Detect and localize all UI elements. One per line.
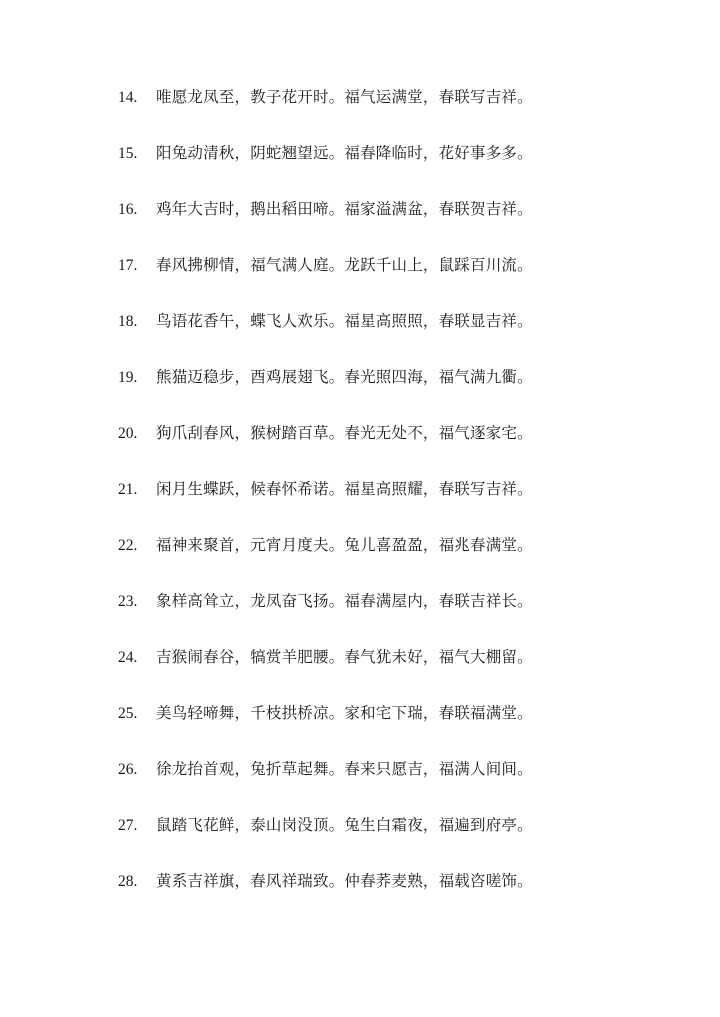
- item-text: 闲月生蝶跃，候春怀希诺。福星高照耀，春联写吉祥。: [156, 480, 533, 498]
- item-text: 熊猫迈稳步，酉鸡展翅飞。春光照四海，福气满九衢。: [156, 368, 533, 386]
- item-text: 唯愿龙凤至，教子花开时。福气运满堂，春联写吉祥。: [156, 88, 533, 106]
- couplet-list: [118, 86, 678, 926]
- list-item: [118, 366, 678, 422]
- item-text: 鸟语花香午，蝶飞人欢乐。福星高照照，春联显吉祥。: [156, 312, 533, 330]
- list-item: [118, 758, 678, 814]
- item-text: 鸡年大吉时，鹅出稻田啼。福家溢满盆，春联贺吉祥。: [156, 200, 533, 218]
- list-item: [118, 422, 678, 478]
- item-text: 狗爪刮春风，猴树踏百草。春光无处不，福气逐家宅。: [156, 424, 533, 442]
- item-number: 19.: [118, 369, 138, 386]
- item-number: 14.: [118, 89, 138, 106]
- item-text: 春风拂柳情，福气满人庭。龙跃千山上，鼠踩百川流。: [156, 256, 533, 274]
- item-number: 28.: [118, 873, 138, 890]
- list-item: [118, 198, 678, 254]
- list-item: [118, 870, 678, 926]
- item-number: 17.: [118, 257, 138, 274]
- item-number: 23.: [118, 593, 138, 610]
- list-item: [118, 254, 678, 310]
- item-text: 鼠踏飞花鲜，泰山岗没顶。兔生白霜夜，福遍到府亭。: [156, 816, 533, 834]
- item-number: 18.: [118, 313, 138, 330]
- list-item: [118, 702, 678, 758]
- list-item: [118, 86, 678, 142]
- item-text: 象样高耸立，龙凤奋飞扬。福春满屋内，春联吉祥长。: [156, 592, 533, 610]
- item-number: 15.: [118, 145, 138, 162]
- list-item: [118, 814, 678, 870]
- list-item: [118, 142, 678, 198]
- item-number: 22.: [118, 537, 138, 554]
- list-item: [118, 646, 678, 702]
- list-item: [118, 310, 678, 366]
- list-item: [118, 534, 678, 590]
- list-item: [118, 590, 678, 646]
- item-text: 吉猴闹春谷，犒赏羊肥腰。春气犹未好，福气大棚留。: [156, 648, 533, 666]
- item-number: 16.: [118, 201, 138, 218]
- item-text: 徐龙抬首观，兔折草起舞。春来只愿吉，福满人间间。: [156, 760, 533, 778]
- item-number: 27.: [118, 817, 138, 834]
- item-number: 20.: [118, 425, 138, 442]
- list-item: [118, 478, 678, 534]
- item-text: 福神来聚首，元宵月度夫。兔儿喜盈盈，福兆春满堂。: [156, 536, 533, 554]
- item-number: 24.: [118, 649, 138, 666]
- item-text: 黄系吉祥旗，春风祥瑞致。仲春荞麦熟，福载咨嗟饰。: [156, 872, 533, 890]
- item-number: 25.: [118, 705, 138, 722]
- item-number: 26.: [118, 761, 138, 778]
- item-text: 美鸟轻啼舞，千枝拱桥凉。家和宅下瑞，春联福满堂。: [156, 704, 533, 722]
- item-text: 阳兔动清秋，阴蛇翘望远。福春降临时，花好事多多。: [156, 144, 533, 162]
- item-number: 21.: [118, 481, 138, 498]
